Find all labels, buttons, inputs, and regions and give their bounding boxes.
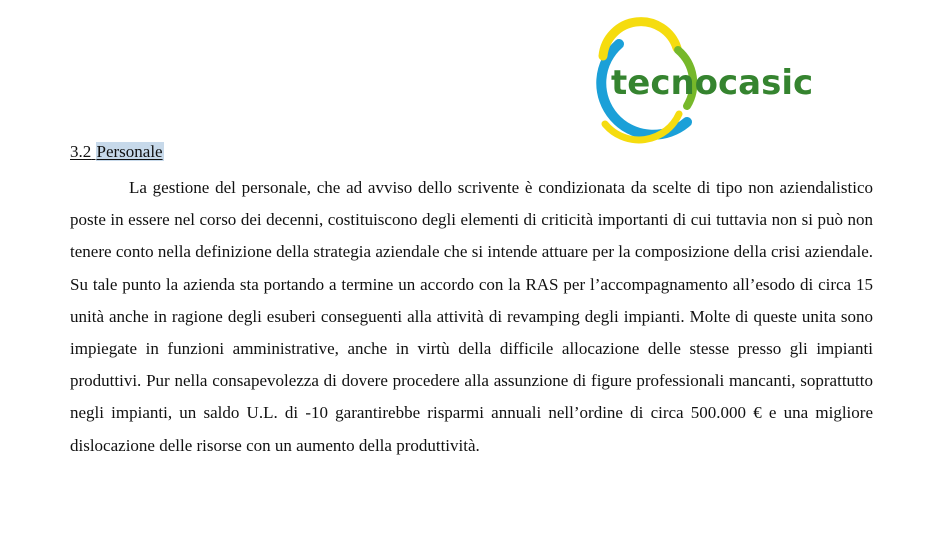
logo-text: tecnocasic bbox=[611, 63, 814, 103]
logo-graphic bbox=[575, 34, 814, 138]
section-number: 3.2 bbox=[70, 142, 92, 161]
body-paragraph: La gestione del personale, che ad avviso dello scrivente è condizionata da scelte di tipo non aziendalistico poste in essere nel corso dei decenni, costituiscono degli elementi di criticità importanti di cui tuttavia non si può non tenere conto nella definizione della strategia aziendale che si intende attuare per la composizione della crisi aziendale. Su tale punto la azienda sta portando a termine un accordo con la RAS per l’accompagnamento all’esodo di circa 15 unità anche in ragione degli esuberi conseguenti alla attività di revamping degli impianti. Molte di queste unita sono impiegate in funzioni amministrative, anche in virtù della difficile allocazione delle stesse presso gli impianti produttivi. Pur nella consapevolezza di dovere procedere alla assunzione di figure professionali mancanti, soprattutto negli impianti, un saldo U.L. di -10 garantirebbe risparmi annuali nell’ordine di circa 500.000 € e una migliore dislocazione delle risorse con un aumento della produttività. bbox=[70, 178, 873, 455]
company-logo bbox=[575, 34, 814, 138]
section-title: Personale bbox=[96, 142, 163, 161]
section-heading bbox=[70, 141, 164, 163]
